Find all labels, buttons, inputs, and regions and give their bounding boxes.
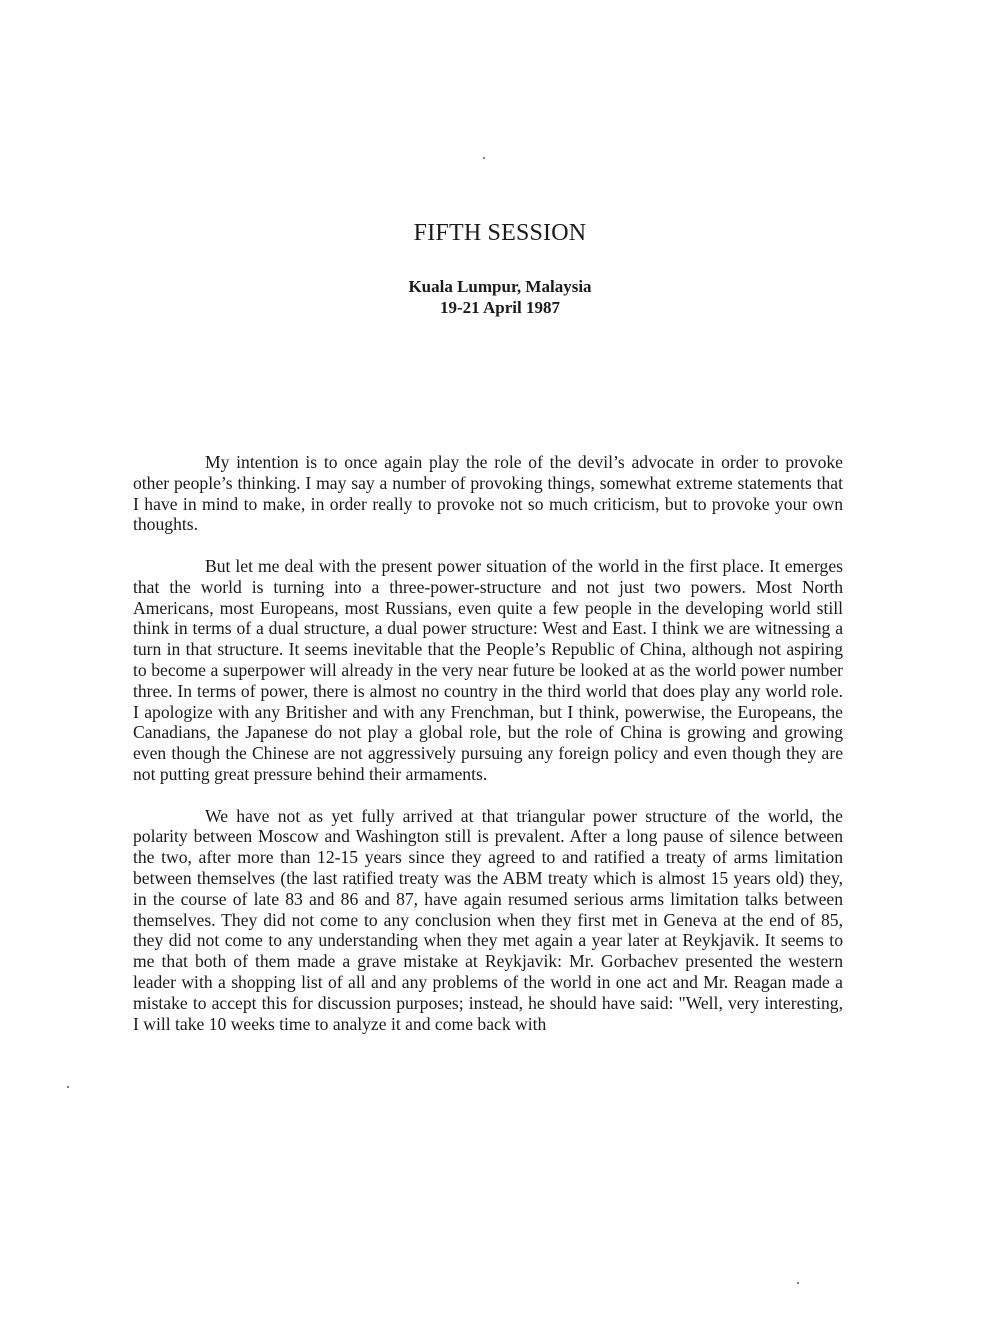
paragraph-1: My intention is to once again play the role of the devil’s advocate in order to provoke other people’s thinking. I may say a number of provoking things, somewhat extreme statements that I have in mind to make, in order really to provoke not so much criticism, but to provoke your own thoughts.: [133, 452, 843, 535]
session-heading: FIFTH SESSION: [413, 220, 587, 246]
scan-speck: [797, 1282, 799, 1284]
paragraph-3: We have not as yet fully arrived at that triangular power structure of the world, the polarity between Moscow and Washington still is prevalent. After a long pause of silence between the two, after more than 12-15 years since they agreed to and ratified a treaty of arms limitation between themselves (the last ratified treaty was the ABM treaty which is almost 15 years old) they, in the course of late 83 and 86 and 87, have again resumed serious arms limitation talks between themselves. They did not come to any conclusion when they first met in Geneva at the end of 85, they did not come to any understanding when they met again a year later at Reykjavik. It seems to me that both of them made a grave mistake at Reykjavik: Mr. Gorbachev presented the western leader with a shopping list of all and any problems of the world in one act and Mr. Reagan made a mistake to accept this for discussion purposes; instead, he should have said: "Well, very interesting, I will take 10 weeks time to analyze it and come back with: [133, 805, 843, 1034]
body-text: [133, 452, 843, 1055]
scan-speck: [483, 157, 485, 159]
scan-speck: [67, 1086, 69, 1088]
session-dates: 19-21 April 1987: [440, 298, 560, 317]
paragraph-2: But let me deal with the present power situation of the world in the first place. It emerges that the world is turning into a three-power-structure and not just two powers. Most North Americans, most Europeans, most Russians, even quite a few people in the developing world still think in terms of a dual structure, a dual power structure: West and East. I think we are witnessing a turn in that structure. It seems inevitable that the People’s Republic of China, although not aspiring to become a superpower will already in the very near future be looked at as the world power number three. In terms of power, there is almost no country in the third world that does play any world role. I apologize with any Britisher and with any Frenchman, but I think, powerwise, the Europeans, the Canadians, the Japanese do not play a global role, but the role of China is growing and growing even though the Chinese are not aggressively pursuing any foreign policy and even though they are not putting great pressure behind their armaments.: [133, 555, 843, 784]
session-location: Kuala Lumpur, Malaysia: [408, 277, 592, 296]
